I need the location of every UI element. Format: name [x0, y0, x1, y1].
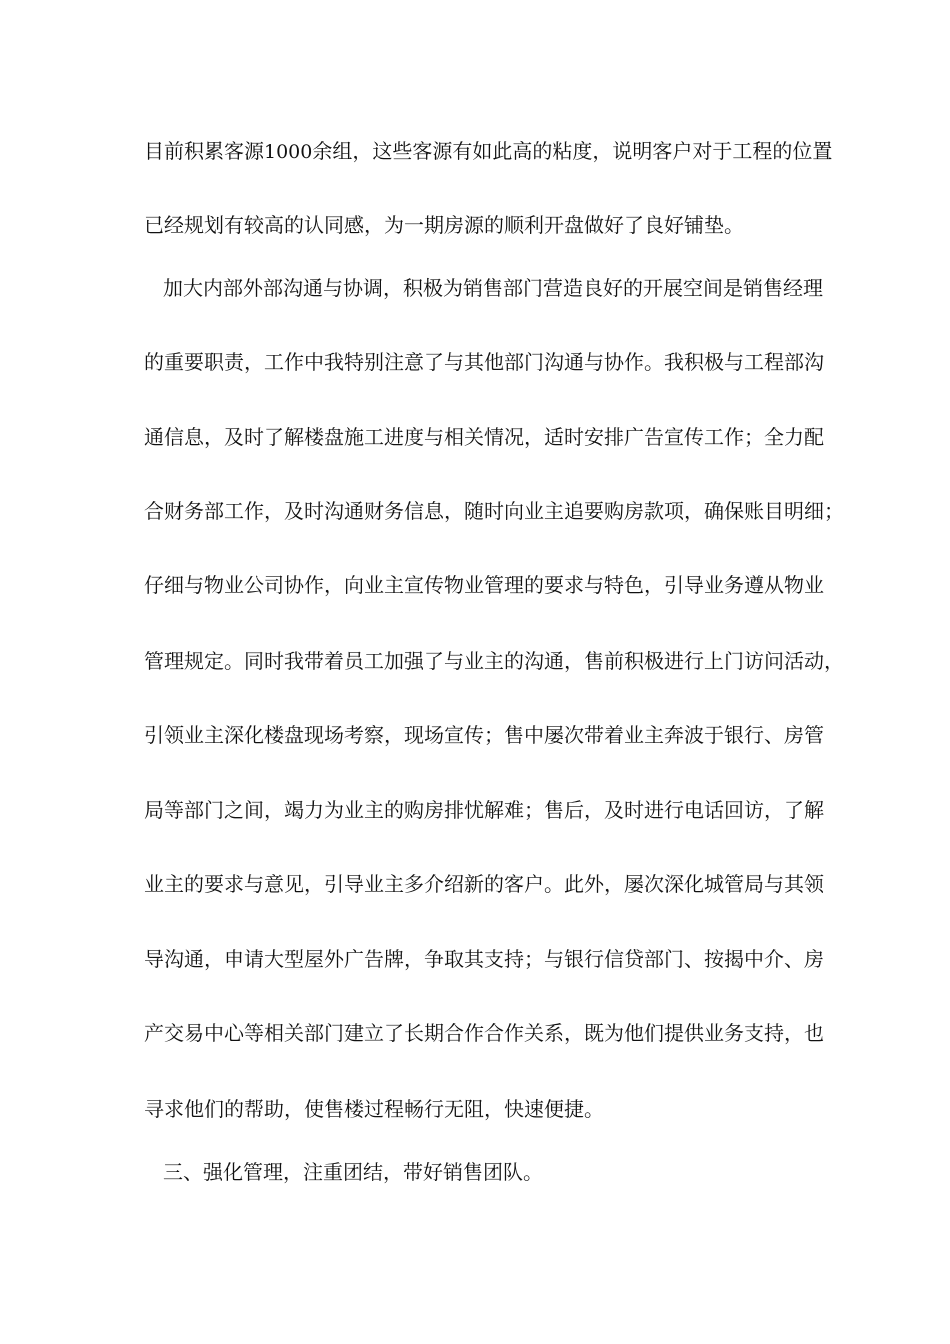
paragraph-line — [144, 136, 833, 166]
text-segment: 余组，这些客源有如此高的粘度，说明客户对于工程的位置 — [312, 139, 833, 163]
paragraph-line: 寻求他们的帮助，使售楼过程畅行无阻，快速便捷。 — [144, 1097, 604, 1121]
paragraph-line: 仔细与物业公司协作，向业主宣传物业管理的要求与特色，引导业务遵从物业 — [144, 573, 824, 597]
paragraph-line: 引领业主深化楼盘现场考察，现场宣传；售中屡次带着业主奔波于银行、房管 — [144, 723, 824, 747]
paragraph-line: 的重要职责，工作中我特别注意了与其他部门沟通与协作。我积极与工程部沟 — [144, 350, 824, 374]
paragraph-line: 已经规划有较高的认同感，为一期房源的顺利开盘做好了良好铺垫。 — [144, 213, 744, 237]
paragraph-line: 产交易中心等相关部门建立了长期合作合作关系，既为他们提供业务支持，也 — [144, 1021, 824, 1045]
text-segment: 目前积累客源 — [144, 139, 264, 163]
section-heading: 三、强化管理，注重团结，带好销售团队。 — [163, 1160, 543, 1184]
paragraph-line: 管理规定。同时我带着员工加强了与业主的沟通，售前积极进行上门访问活动， — [144, 649, 844, 673]
paragraph-line: 业主的要求与意见，引导业主多介绍新的客户。此外，屡次深化城管局与其领 — [144, 872, 824, 896]
paragraph-line: 合财务部工作，及时沟通财务信息，随时向业主追要购房款项，确保账目明细； — [144, 499, 844, 523]
paragraph-line: 加大内部外部沟通与协调，积极为销售部门营造良好的开展空间是销售经理 — [163, 276, 823, 300]
customer-count: 1000 — [264, 141, 313, 163]
paragraph-line: 局等部门之间，竭力为业主的购房排忧解难；售后，及时进行电话回访，了解 — [144, 798, 824, 822]
paragraph-line: 通信息，及时了解楼盘施工进度与相关情况，适时安排广告宣传工作；全力配 — [144, 425, 824, 449]
paragraph-line: 导沟通，申请大型屋外广告牌，争取其支持；与银行信贷部门、按揭中介、房 — [144, 947, 824, 971]
